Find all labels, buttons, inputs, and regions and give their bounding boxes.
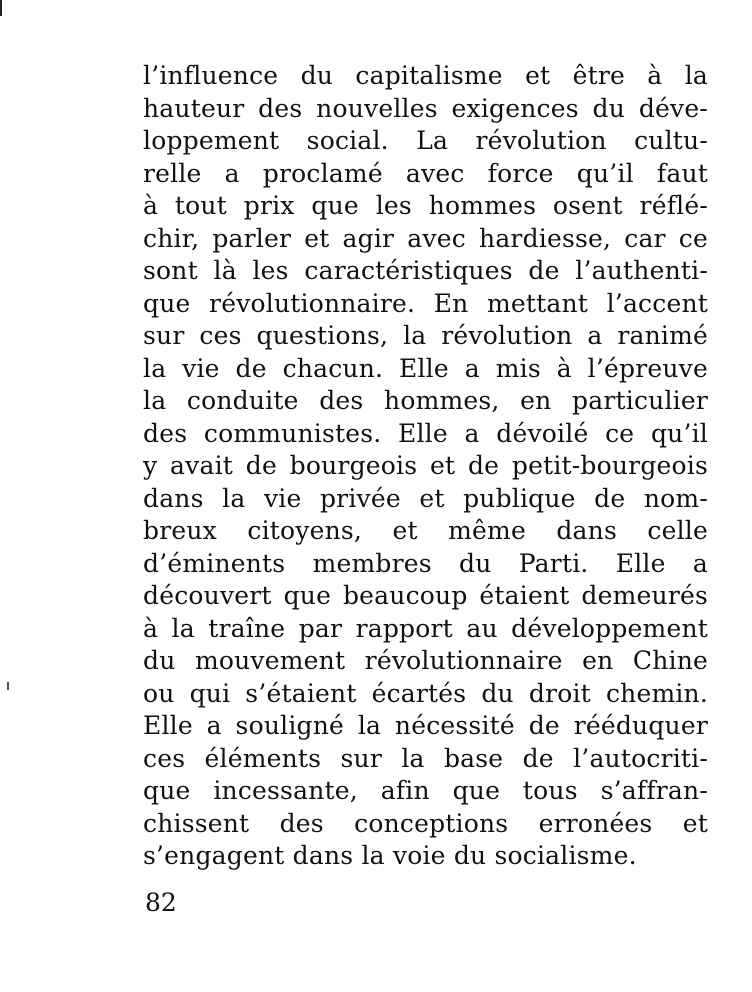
text-line: que révolutionnaire. En mettant l’accent	[143, 288, 708, 318]
text-line: hauteur des nouvelles exigences du déve-	[143, 93, 708, 123]
text-line: à tout prix que les hommes osent réflé-	[143, 191, 708, 220]
text-line: s’engagent dans la voie du socialisme.	[143, 841, 637, 870]
text-line: chir, parler et agir avec hardiesse, car ce	[143, 223, 708, 253]
text-line: loppement social. La révolution cultu-	[143, 126, 708, 155]
text-line: breux citoyens, et même dans celle	[143, 516, 708, 545]
text-line: ou qui s’étaient écartés du droit chemin.	[143, 678, 708, 708]
text-line: du mouvement révolutionnaire en Chine	[143, 646, 708, 675]
text-line: découvert que beaucoup étaient demeurés	[143, 581, 708, 610]
scan-artifact-mark	[0, 0, 2, 16]
scan-artifact-mark	[7, 682, 9, 690]
text-line: sont là les caractéristiques de l’authenti-	[143, 256, 708, 285]
page-number: 82	[145, 888, 177, 917]
text-line: ces éléments sur la base de l’autocriti-	[143, 743, 708, 773]
text-line: relle a proclamé avec force qu’il faut	[143, 158, 708, 188]
text-line: chissent des conceptions erronées et	[143, 808, 708, 838]
text-line: à la traîne par rapport au développement	[143, 613, 708, 643]
text-line: dans la vie privée et publique de nom-	[143, 483, 708, 513]
body-text	[143, 60, 708, 873]
text-line: d’éminents membres du Parti. Elle a	[143, 548, 708, 578]
text-line: la conduite des hommes, en particulier	[143, 386, 708, 415]
text-line: la vie de chacun. Elle a mis à l’épreuve	[143, 353, 708, 383]
text-line: des communistes. Elle a dévoilé ce qu’il	[143, 418, 708, 448]
text-line: y avait de bourgeois et de petit-bourgeois	[143, 451, 708, 480]
text-line: l’influence du capitalisme et être à la	[143, 61, 708, 90]
text-line: que incessante, afin que tous s’affran-	[143, 776, 708, 805]
text-line: Elle a souligné la nécessité de rééduquer	[143, 711, 708, 740]
text-line: sur ces questions, la révolution a ranimé	[143, 321, 708, 350]
